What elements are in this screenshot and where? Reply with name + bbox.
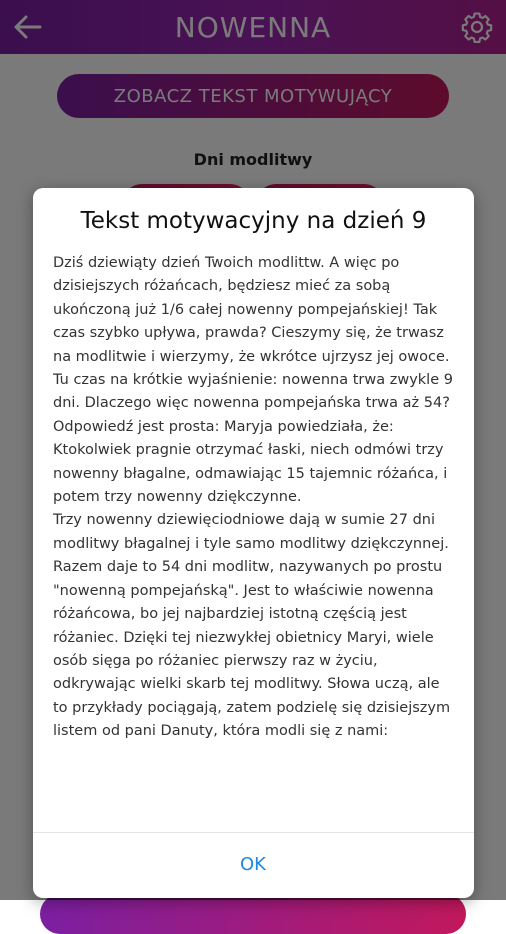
ok-button[interactable]: OK [240,853,266,875]
dialog-divider [33,832,474,833]
dialog-paragraph: Ktokolwiek pragnie otrzymać łaski, niech odmówi trzy nowenny błagalne, odmawiając 15 tajemnic różańca, i potem trzy nowenny dziękczynne. [53,442,448,506]
dialog-title: Tekst motywacyjny na dzień 9 [80,208,427,234]
dialog-paragraph: Dziś dziewiąty dzień Twoich modlittw. A więc po dzisiejszych różańcach, będziesz mieć za sobą ukończoną już 1/6 całej nowenny pompejańskiej! Tak czas szybko upływa, prawda? Cieszymy się, że trwasz na modlitwie i wierzymy, że wkrótce ujrzysz jej owoce. [53,255,450,365]
bottom-action-button[interactable] [40,894,466,934]
dialog-body[interactable] [53,252,458,822]
dialog-paragraph: Tu czas na krótkie wyjaśnienie: nowenna trwa zwykle 9 dni. Dlaczego więc nowenna pompejańska trwa aż 54? Odpowiedź jest prosta: Maryja powiedziała, że: [53,372,453,435]
motivation-dialog [33,188,474,898]
dialog-paragraph: Trzy nowenny dziewięciodniowe dają w sumie 27 dni modlitwy błagalnej i tyle samo modlitwy dziękczynnej. Razem daje to 54 dni modlitw, nazywanych po prostu "nowenną pompejańską". Jest to właściwie nowenna różańcowa, bo jej najbardziej istotną częścią jest różaniec. Dzięki tej niezwykłej obietnicy Maryi, wiele osób sięga po różaniec pierwszy raz w życiu, odkrywając wielki skarb tej modlitwy. Słowa uczą, ale to przykłady pociągają, zatem podzielę się dzisiejszym listem od pani Danuty, która modli się z nami: [53,512,451,740]
